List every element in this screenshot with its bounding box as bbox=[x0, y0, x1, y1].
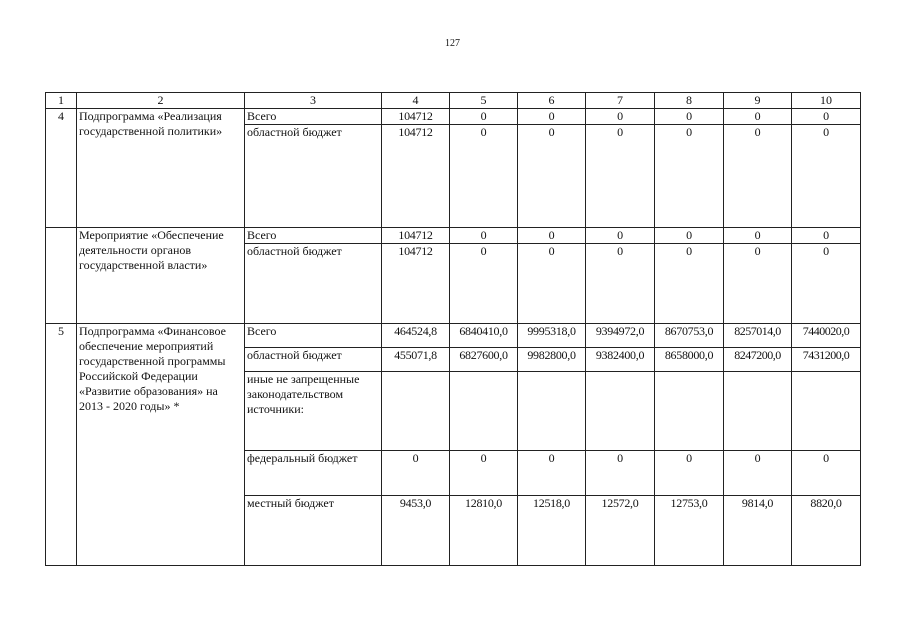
table-cell: 104712 bbox=[382, 244, 450, 324]
table-cell: 0 bbox=[450, 244, 518, 324]
header-cell: 1 bbox=[46, 93, 77, 109]
table-cell bbox=[724, 372, 792, 451]
table-cell bbox=[450, 372, 518, 451]
table-cell: 0 bbox=[382, 451, 450, 496]
table-row bbox=[46, 109, 861, 125]
table-cell: 12572,0 bbox=[586, 496, 655, 566]
table-cell: 0 bbox=[518, 125, 586, 228]
table-cell: 0 bbox=[518, 228, 586, 244]
table-cell: 464524,8 bbox=[382, 324, 450, 348]
table-cell: 104712 bbox=[382, 125, 450, 228]
table-row bbox=[46, 324, 861, 348]
table-cell: 12810,0 bbox=[450, 496, 518, 566]
table-cell: 0 bbox=[655, 125, 724, 228]
header-cell: 6 bbox=[518, 93, 586, 109]
table-cell: 0 bbox=[586, 244, 655, 324]
table-cell: 455071,8 bbox=[382, 348, 450, 372]
table-cell: 0 bbox=[518, 451, 586, 496]
header-cell: 8 bbox=[655, 93, 724, 109]
table-cell bbox=[655, 372, 724, 451]
budget-table bbox=[45, 92, 861, 566]
other-sources-label: иные не запрещенные законодательством источники: bbox=[245, 372, 382, 451]
table-cell: 0 bbox=[586, 109, 655, 125]
table-cell: 8820,0 bbox=[792, 496, 861, 566]
table-cell: 0 bbox=[724, 125, 792, 228]
table-cell: 0 bbox=[655, 228, 724, 244]
table-cell: 0 bbox=[792, 125, 861, 228]
table-cell: 9453,0 bbox=[382, 496, 450, 566]
header-cell: 10 bbox=[792, 93, 861, 109]
row-label: федеральный бюджет bbox=[245, 451, 382, 496]
table-cell: 0 bbox=[518, 244, 586, 324]
table-cell: 9995318,0 bbox=[518, 324, 586, 348]
table-cell: 104712 bbox=[382, 228, 450, 244]
row-label: местный бюджет bbox=[245, 496, 382, 566]
subprogram-name: Подпрограмма «Реализация государственной политики» bbox=[77, 109, 245, 228]
table-cell: 0 bbox=[792, 109, 861, 125]
table-cell: 9382400,0 bbox=[586, 348, 655, 372]
table-cell: 9982800,0 bbox=[518, 348, 586, 372]
table-cell bbox=[518, 372, 586, 451]
table-cell bbox=[792, 372, 861, 451]
table-cell: 0 bbox=[450, 125, 518, 228]
table-cell: 6840410,0 bbox=[450, 324, 518, 348]
table-cell: 8257014,0 bbox=[724, 324, 792, 348]
table-cell bbox=[586, 372, 655, 451]
table-cell: 0 bbox=[450, 451, 518, 496]
table-cell bbox=[382, 372, 450, 451]
row-number: 5 bbox=[46, 324, 77, 566]
table-cell: 6827600,0 bbox=[450, 348, 518, 372]
table-cell: 0 bbox=[724, 244, 792, 324]
table-cell: 0 bbox=[450, 228, 518, 244]
table-cell: 0 bbox=[792, 244, 861, 324]
table-cell: 7431200,0 bbox=[792, 348, 861, 372]
table-cell: 0 bbox=[655, 451, 724, 496]
table-cell: 9394972,0 bbox=[586, 324, 655, 348]
header-row bbox=[46, 93, 861, 109]
table-cell: 0 bbox=[724, 228, 792, 244]
table-cell: 0 bbox=[586, 451, 655, 496]
table-cell: 0 bbox=[724, 451, 792, 496]
table-cell: 0 bbox=[655, 244, 724, 324]
table-cell: 8247200,0 bbox=[724, 348, 792, 372]
header-cell: 4 bbox=[382, 93, 450, 109]
row-label: Всего bbox=[245, 324, 382, 348]
table-cell: 12518,0 bbox=[518, 496, 586, 566]
header-cell: 5 bbox=[450, 93, 518, 109]
table-cell: 104712 bbox=[382, 109, 450, 125]
table-cell: 0 bbox=[586, 228, 655, 244]
row-label: областной бюджет bbox=[245, 244, 382, 324]
table-cell: 12753,0 bbox=[655, 496, 724, 566]
subprogram-name: Подпрограмма «Финансовое обеспечение мероприятий государственной программы Российской Федерации «Развитие образования» на 2013 - 2020 годы» * bbox=[77, 324, 245, 566]
row-number bbox=[46, 228, 77, 324]
header-cell: 3 bbox=[245, 93, 382, 109]
table-cell: 0 bbox=[518, 109, 586, 125]
measure-name: Мероприятие «Обеспечение деятельности органов государственной власти» bbox=[77, 228, 245, 324]
row-label: Всего bbox=[245, 228, 382, 244]
table-cell: 0 bbox=[450, 109, 518, 125]
row-label: областной бюджет bbox=[245, 348, 382, 372]
table-cell: 0 bbox=[792, 451, 861, 496]
table-cell: 8670753,0 bbox=[655, 324, 724, 348]
table-cell: 8658000,0 bbox=[655, 348, 724, 372]
row-label: областной бюджет bbox=[245, 125, 382, 228]
row-number: 4 bbox=[46, 109, 77, 228]
table-cell: 7440020,0 bbox=[792, 324, 861, 348]
header-cell: 2 bbox=[77, 93, 245, 109]
table-cell: 0 bbox=[792, 228, 861, 244]
table-cell: 0 bbox=[655, 109, 724, 125]
header-cell: 7 bbox=[586, 93, 655, 109]
header-cell: 9 bbox=[724, 93, 792, 109]
row-label: Всего bbox=[245, 109, 382, 125]
table-row bbox=[46, 228, 861, 244]
table-cell: 0 bbox=[586, 125, 655, 228]
table-cell: 0 bbox=[724, 109, 792, 125]
page-number: 127 bbox=[445, 38, 460, 49]
table-cell: 9814,0 bbox=[724, 496, 792, 566]
